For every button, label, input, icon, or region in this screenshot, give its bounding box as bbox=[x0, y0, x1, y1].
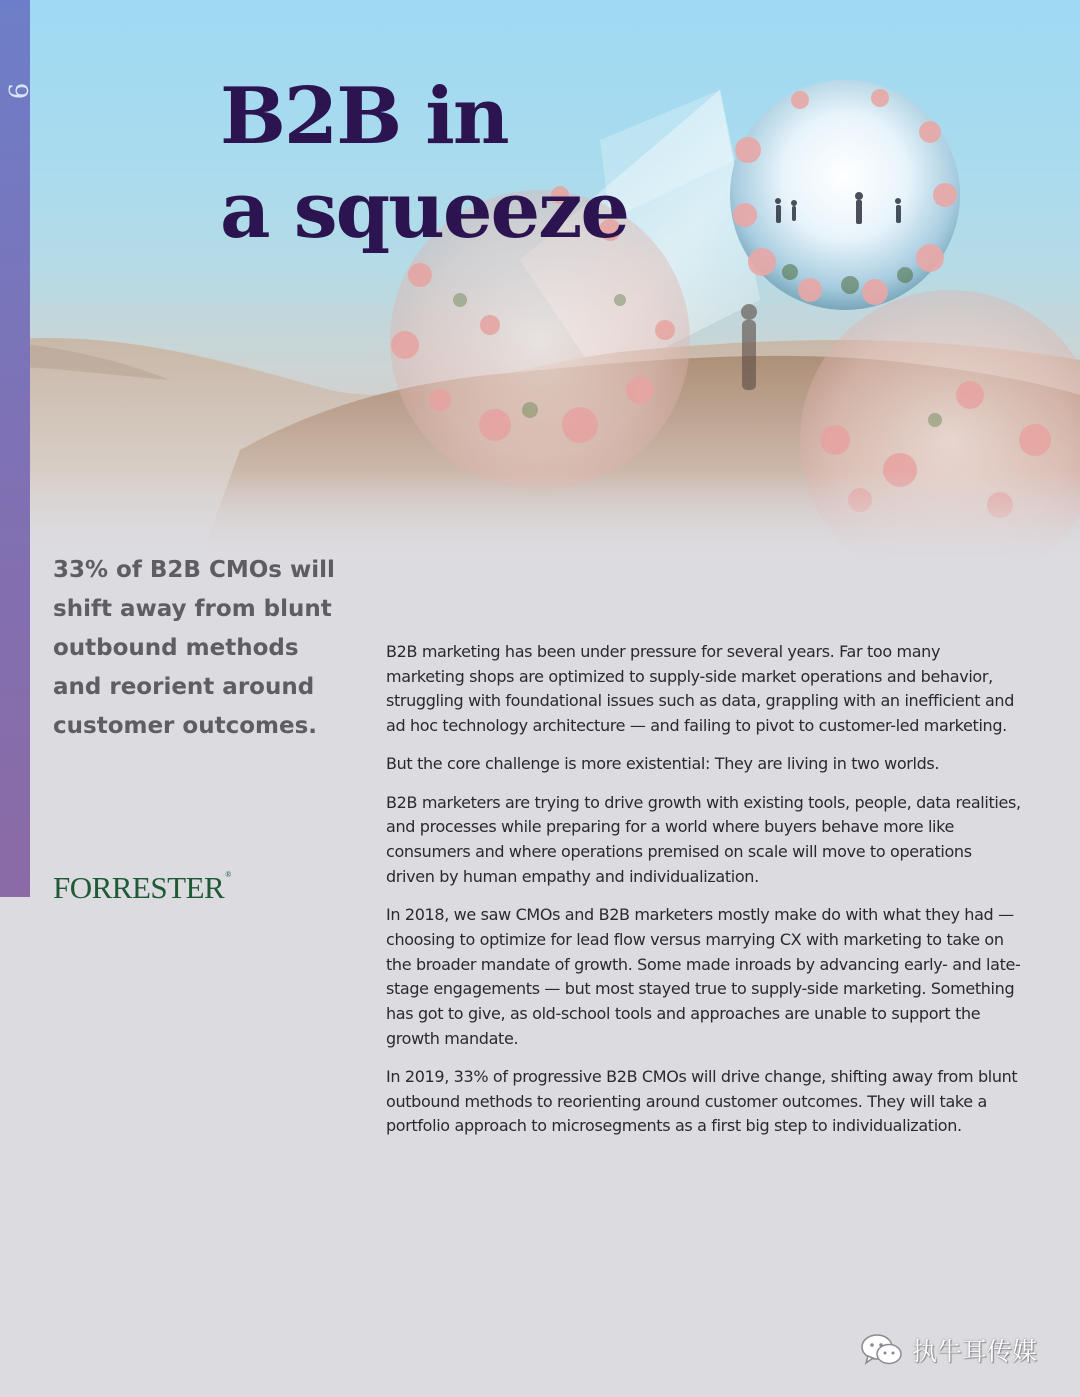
text-line: driven by human empathy and individualization. bbox=[386, 866, 759, 886]
watermark-text: 执牛耳传媒 bbox=[912, 1337, 1038, 1366]
pull-quote-line: 33% of B2B CMOs will bbox=[53, 557, 335, 583]
paragraph bbox=[386, 752, 1036, 777]
text-line: B2B marketers are trying to drive growth with existing tools, people, data realities, bbox=[386, 792, 1021, 812]
title-line: B2B in bbox=[220, 71, 508, 162]
text-line: marketing shops are optimized to supply-side market operations and behavior, bbox=[386, 666, 993, 686]
pull-quote-line: and reorient around bbox=[53, 674, 315, 700]
text-line: In 2018, we saw CMOs and B2B marketers mostly make do with what they had — bbox=[386, 905, 1014, 925]
title-line: a squeeze bbox=[220, 165, 629, 256]
paragraph bbox=[386, 791, 1036, 890]
text-line: and processes while preparing for a world where buyers behave more like bbox=[386, 817, 954, 837]
wechat-icon bbox=[860, 1332, 904, 1368]
pull-quote bbox=[53, 551, 353, 746]
paragraph bbox=[386, 1065, 1036, 1139]
text-line: ad hoc technology architecture — and failing to pivot to customer-led marketing. bbox=[386, 716, 1007, 736]
text-line: the broader mandate of growth. Some made inroads by advancing early- and late- bbox=[386, 954, 1021, 974]
text-line: But the core challenge is more existential: They are living in two worlds. bbox=[386, 754, 940, 774]
text-line: B2B marketing has been under pressure for several years. Far too many bbox=[386, 642, 941, 661]
text-line: In 2019, 33% of progressive B2B CMOs will drive change, shifting away from blunt bbox=[386, 1066, 1018, 1086]
pull-quote-line: outbound methods bbox=[53, 635, 299, 661]
text-line: has got to give, as old-school tools and approaches are unable to support the bbox=[386, 1003, 981, 1023]
paragraph bbox=[386, 640, 1036, 739]
page-number: 9 bbox=[2, 82, 32, 100]
text-line: portfolio approach to microsegments as a first big step to individualization. bbox=[386, 1116, 962, 1136]
forrester-logo bbox=[53, 870, 231, 906]
paragraph bbox=[386, 903, 1036, 1051]
side-accent-bar bbox=[0, 0, 30, 897]
text-line: choosing to optimize for lead flow versus marrying CX with marketing to take on bbox=[386, 929, 1004, 949]
page-title bbox=[220, 70, 628, 258]
text-line: growth mandate. bbox=[386, 1028, 519, 1048]
text-line: struggling with foundational issues such as data, grappling with an inefficient and bbox=[386, 691, 1015, 711]
logo-text: FORRESTER bbox=[53, 870, 225, 905]
text-line: stage engagements — but most stayed true to supply-side marketing. Something bbox=[386, 979, 1015, 999]
text-line: outbound methods to reorienting around customer outcomes. They will take a bbox=[386, 1091, 987, 1111]
body-text bbox=[386, 640, 1036, 1153]
pull-quote-line: customer outcomes. bbox=[53, 713, 318, 739]
wechat-watermark bbox=[860, 1328, 1037, 1372]
text-line: consumers and where operations premised on scale will move to operations bbox=[386, 842, 972, 862]
pull-quote-line: shift away from blunt bbox=[53, 596, 332, 622]
logo-registered-mark: ® bbox=[225, 870, 231, 879]
